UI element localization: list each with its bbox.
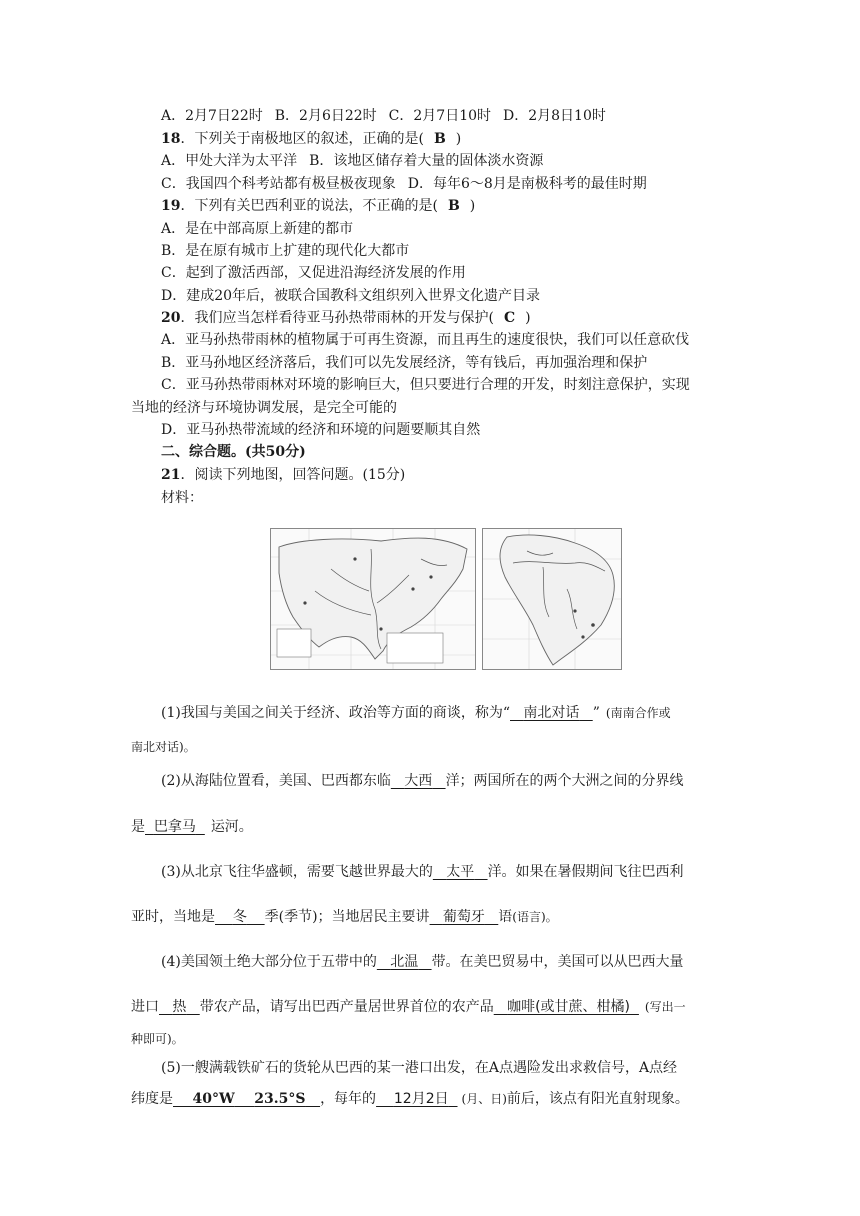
q21-part4-text1: (4)美国领土绝大部分位于五带中的 <box>161 954 377 970</box>
q21-part5-text4: 前后，该点有阳光直射现象。 <box>506 1091 689 1107</box>
q21-part1-line1 <box>161 704 671 722</box>
q21-part4-line1 <box>161 953 684 971</box>
q21-part2-text2: 洋；两国所在的两个大洲之间的分界线 <box>445 773 684 789</box>
q19-option-a: A．是在中部高原上新建的都市 <box>161 221 354 237</box>
q21-part3-line1 <box>161 863 684 881</box>
q21-part5-answer-longitude: 40°W <box>192 1091 235 1107</box>
q19-text: ．下列有关巴西利亚的说法，不正确的是( <box>180 198 438 214</box>
q21-part1-note-wrap: 南北对话)。 <box>131 740 196 754</box>
q21-part3-note: (语言)。 <box>512 910 558 924</box>
q21-part3-text1: (3)从北京飞往华盛顿，需要飞越世界最大的 <box>161 864 433 880</box>
q18-option-b: B．该地区储存着大量的固体淡水资源 <box>309 153 544 169</box>
q21-part5-answer-date <box>376 1091 457 1107</box>
q21-part4-text2: 带。在美巴贸易中，美国可以从巴西大量 <box>431 954 684 970</box>
q21-part1-line2 <box>131 738 196 756</box>
q21-part2-text3: 是 <box>131 819 145 835</box>
q21-part4-answer2 <box>159 999 200 1015</box>
q18-stem <box>161 130 461 148</box>
q21-part4-line2 <box>131 998 686 1016</box>
q18-options-ab <box>161 152 543 170</box>
q20-option-a: A．亚马孙热带雨林的植物属于可再生资源，而且再生的速度很快，我们可以任意砍伐 <box>161 332 690 348</box>
q19-answer: B <box>447 198 460 214</box>
q21-part2-answer1-text: 大西 <box>404 773 433 789</box>
q21-part2-text1: (2)从海陆位置看，美国、巴西都东临 <box>161 773 391 789</box>
q21-part1-answer <box>510 705 593 721</box>
q18-answer: B <box>433 131 446 147</box>
q20-stem <box>161 309 531 327</box>
q21-part2-text4: 运河。 <box>210 819 253 835</box>
q17-option-b: B．2月6日22时 <box>274 108 377 124</box>
q17-options <box>161 107 606 125</box>
q21-part3-answer1 <box>433 864 488 880</box>
q21-part5-text3: ，每年的 <box>320 1091 377 1107</box>
q21-part5-answer-coords <box>173 1091 320 1107</box>
q21-part2-line2 <box>131 818 253 836</box>
q18-option-a: A．甲处大洋为太平洋 <box>161 153 298 169</box>
q21-part1-text1: (1)我国与美国之间关于经济、政治等方面的商谈，称为“ <box>161 705 510 721</box>
q21-part3-answer1-text: 太平 <box>446 864 475 880</box>
q19-option-d: D．建成20年后，被联合国教科文组织列入世界文化遗产目录 <box>161 288 541 304</box>
q21-part4-line3: 种即可)。 <box>131 1032 184 1046</box>
q17-option-c: C．2月7日10时 <box>388 108 492 124</box>
q21-part4-note1: (写出一 <box>644 1000 686 1014</box>
q19-stem <box>161 197 475 215</box>
q19-option-c: C．起到了激活西部，又促进沿海经济发展的作用 <box>161 265 466 281</box>
q20-answer: C <box>503 310 516 326</box>
q21-part3-text2: 洋。如果在暑假期间飞往巴西利 <box>487 864 684 880</box>
q19-number: 19 <box>161 198 181 214</box>
q21-part3-answer2-text: 冬 <box>232 909 247 925</box>
q17-option-a: A．2月7日22时 <box>161 108 263 124</box>
q20-number: 20 <box>161 310 181 326</box>
maps-figure <box>270 528 622 670</box>
q20-option-c-line2: 当地的经济与环境协调发展，是完全可能的 <box>131 400 397 416</box>
q21-part3-answer3-text: 葡萄牙 <box>442 909 485 925</box>
q21-part2-answer2 <box>145 819 205 835</box>
q21-part4-answer3-text: 咖啡(或甘蔗、柑橘) <box>507 999 631 1015</box>
q21-part1-note: (南南合作或 <box>605 706 671 720</box>
q21-part4-answer2-text: 热 <box>172 999 187 1015</box>
q21-part5-line1: (5)一艘满载铁矿石的货轮从巴西的某一港口出发，在A点遇险发出求救信号，A点经 <box>161 1060 678 1076</box>
q21-part5-answer-date-text: 12月2日 <box>393 1091 449 1107</box>
q18-number: 18 <box>161 131 181 147</box>
q19-close: ) <box>469 198 476 214</box>
q21-part1-answer-text: 南北对话 <box>523 705 580 721</box>
q21-part4-answer3 <box>494 999 639 1015</box>
q18-close: ) <box>455 131 462 147</box>
q21-part4-answer1 <box>377 954 432 970</box>
q21-part3-text4: 季(季节)；当地居民主要讲 <box>264 909 430 925</box>
q18-text: ．下列关于南极地区的叙述，正确的是( <box>180 131 424 147</box>
q21-part3-text5: 语 <box>498 909 513 925</box>
q18-option-d: D．每年6～8月是南极科考的最佳时期 <box>407 176 647 192</box>
q20-option-c-line1: C．亚马孙热带雨林对环境的影响巨大，但只要进行合理的开发，时刻注意保护，实现 <box>161 377 690 393</box>
q21-part2-answer1 <box>391 773 446 789</box>
q21-part5-text2: 纬度是 <box>131 1091 173 1107</box>
q21-material-label: 材料： <box>161 490 203 506</box>
q21-part4-text4: 带农产品，请写出巴西产量居世界首位的农产品 <box>199 999 494 1015</box>
q18-options-cd <box>161 175 647 193</box>
q20-option-d: D．亚马孙热带流域的经济和环境的问题要顺其自然 <box>161 422 481 438</box>
q21-part3-line2 <box>131 908 558 926</box>
q21-part3-answer3 <box>430 909 499 925</box>
q20-close: ) <box>525 310 531 326</box>
q21-part3-text3: 亚时，当地是 <box>131 909 215 925</box>
q17-option-d: D．2月8日10时 <box>503 108 606 124</box>
q21-part2-answer2-text: 巴拿马 <box>153 819 196 835</box>
north-america-map <box>270 528 476 670</box>
q21-part5-answer-latitude: 23.5°S <box>254 1091 306 1107</box>
q18-option-c: C．我国四个科考站都有极昼极夜现象 <box>161 176 396 192</box>
q21-part3-answer2 <box>215 909 265 925</box>
q21-number: 21 <box>161 467 181 483</box>
q21-part5-note: (月、日) <box>461 1092 507 1106</box>
q20-option-b: B．亚马孙地区经济落后，我们可以先发展经济，等有钱后，再加强治理和保护 <box>161 355 648 371</box>
q21-stem <box>161 466 405 484</box>
q19-option-b: B．是在原有城市上扩建的现代化大都市 <box>161 243 410 259</box>
q20-text: ．我们应当怎样看待亚马孙热带雨林的开发与保护( <box>180 310 494 326</box>
q21-part4-text3: 进口 <box>131 999 159 1015</box>
q21-part1-text2: ” <box>592 705 600 721</box>
q21-text: ．阅读下列地图，回答问题。(15分) <box>180 467 406 483</box>
q21-part2-line1 <box>161 772 684 790</box>
q21-part4-answer1-text: 北温 <box>390 954 419 970</box>
q21-part5-line2 <box>131 1090 689 1108</box>
south-america-map <box>482 528 622 670</box>
section-title: 二、综合题。(共50分) <box>161 444 306 460</box>
